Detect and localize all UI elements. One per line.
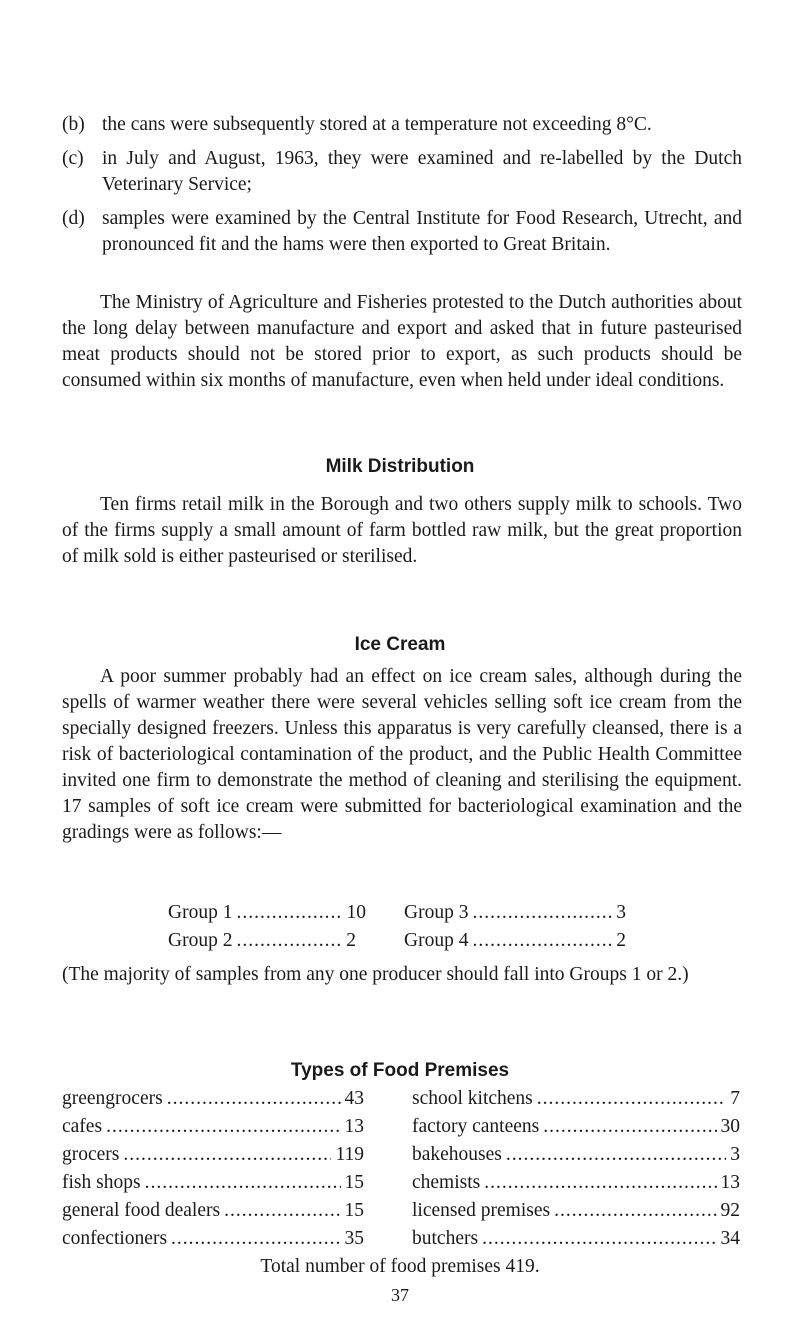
premises-label: confectioners [62, 1228, 168, 1249]
list-text: samples were examined by the Central Institute for Food Research, Utrecht, and pronounced fit and the hams were then exported to Great Britain. [102, 208, 742, 255]
list-label: (b) [62, 114, 85, 135]
group-label: Group 4 [404, 930, 469, 951]
premises-label: general food dealers [62, 1200, 221, 1221]
premises-row [62, 1170, 364, 1196]
premises-value: 30 [720, 1116, 740, 1137]
premises-value: 3 [730, 1144, 740, 1165]
premises-label: factory canteens [412, 1116, 540, 1137]
premises-total: Total number of food premises 419. [260, 1256, 540, 1277]
leader-dots [472, 900, 612, 926]
group-label: Group 2 [168, 930, 233, 951]
premises-label: fish shops [62, 1172, 141, 1193]
premises-label: cafes [62, 1116, 103, 1137]
leader-dots [106, 1114, 340, 1140]
groups-note: (The majority of samples from any one producer should fall into Groups 1 or 2.) [62, 964, 689, 985]
group-label: Group 1 [168, 902, 233, 923]
premises-value: 43 [344, 1088, 364, 1109]
premises-row [62, 1226, 364, 1252]
ministry-paragraph: The Ministry of Agriculture and Fisheries protested to the Dutch authorities about the long delay between manufacture and export and asked that in future pasteurised meat products should not be stored prior to export, as such products should be consumed within six months of manufacture, even when held under ideal conditions. [62, 292, 742, 391]
list-text: the cans were subsequently stored at a temperature not exceeding 8°C. [102, 114, 652, 135]
leader-dots [543, 1114, 716, 1140]
premises-value: 34 [720, 1228, 740, 1249]
group-row [168, 928, 356, 954]
premises-value: 7 [730, 1088, 740, 1109]
premises-label: greengrocers [62, 1088, 163, 1109]
leader-dots [167, 1086, 341, 1112]
leader-dots [537, 1086, 726, 1112]
milk-paragraph: Ten firms retail milk in the Borough and two others supply milk to schools. Two of the firms supply a small amount of farm bottled raw milk, but the great proportion of milk sold is either pasteurised or sterilised. [62, 494, 742, 567]
leader-dots [171, 1226, 340, 1252]
group-label: Group 3 [404, 902, 469, 923]
premises-row [412, 1114, 740, 1140]
list-label: (d) [62, 208, 85, 229]
premises-value: 35 [344, 1228, 364, 1249]
shipment-list [62, 112, 742, 258]
premises-row [412, 1198, 740, 1224]
leader-dots [123, 1142, 331, 1168]
premises-row [62, 1198, 364, 1224]
list-item [62, 112, 742, 138]
ice-cream-paragraph: A poor summer probably had an effect on ice cream sales, although during the spells of warmer weather there were several vehicles selling soft ice cream from the specially designed freezers. Unless this apparatus is very carefully cleansed, there is a risk of bacteriological contamination of the product, and the Public Health Committee invited one firm to demonstrate the method of cleaning and sterilising the equipment. 17 samples of soft ice cream were submitted for bacteriological examination and the gradings were as follows:— [62, 666, 742, 843]
premises-row [62, 1142, 364, 1168]
premises-row [412, 1226, 740, 1252]
premises-value: 13 [720, 1172, 740, 1193]
premises-row [412, 1142, 740, 1168]
leader-dots [554, 1198, 716, 1224]
premises-heading: Types of Food Premises [290, 1060, 510, 1081]
group-value: 10 [346, 902, 366, 923]
premises-label: bakehouses [412, 1144, 502, 1165]
leader-dots [236, 928, 342, 954]
leader-dots [506, 1142, 726, 1168]
premises-value: 15 [344, 1200, 364, 1221]
group-value: 2 [616, 930, 626, 951]
page-number: 37 [391, 1285, 409, 1305]
group-row [404, 900, 626, 926]
leader-dots [236, 900, 342, 926]
group-row [168, 900, 366, 926]
leader-dots [482, 1226, 716, 1252]
leader-dots [484, 1170, 716, 1196]
premises-label: licensed premises [412, 1200, 551, 1221]
premises-row [412, 1086, 740, 1112]
premises-value: 13 [344, 1116, 364, 1137]
group-value: 2 [346, 930, 356, 951]
premises-label: school kitchens [412, 1088, 533, 1109]
ice-cream-heading: Ice Cream [354, 634, 446, 655]
group-value: 3 [616, 902, 626, 923]
list-text: in July and August, 1963, they were examined and re-labelled by the Dutch Veterinary Service; [102, 148, 742, 195]
leader-dots [145, 1170, 341, 1196]
premises-label: butchers [412, 1228, 479, 1249]
group-row [404, 928, 626, 954]
milk-heading: Milk Distribution [325, 456, 475, 477]
premises-label: grocers [62, 1144, 120, 1165]
premises-value: 119 [335, 1144, 364, 1165]
premises-row [412, 1170, 740, 1196]
list-item [62, 206, 742, 258]
premises-row [62, 1114, 364, 1140]
leader-dots [224, 1198, 340, 1224]
leader-dots [472, 928, 612, 954]
premises-label: chemists [412, 1172, 481, 1193]
premises-row [62, 1086, 364, 1112]
list-label: (c) [62, 148, 84, 169]
premises-value: 92 [720, 1200, 740, 1221]
premises-value: 15 [344, 1172, 364, 1193]
list-item [62, 146, 742, 198]
